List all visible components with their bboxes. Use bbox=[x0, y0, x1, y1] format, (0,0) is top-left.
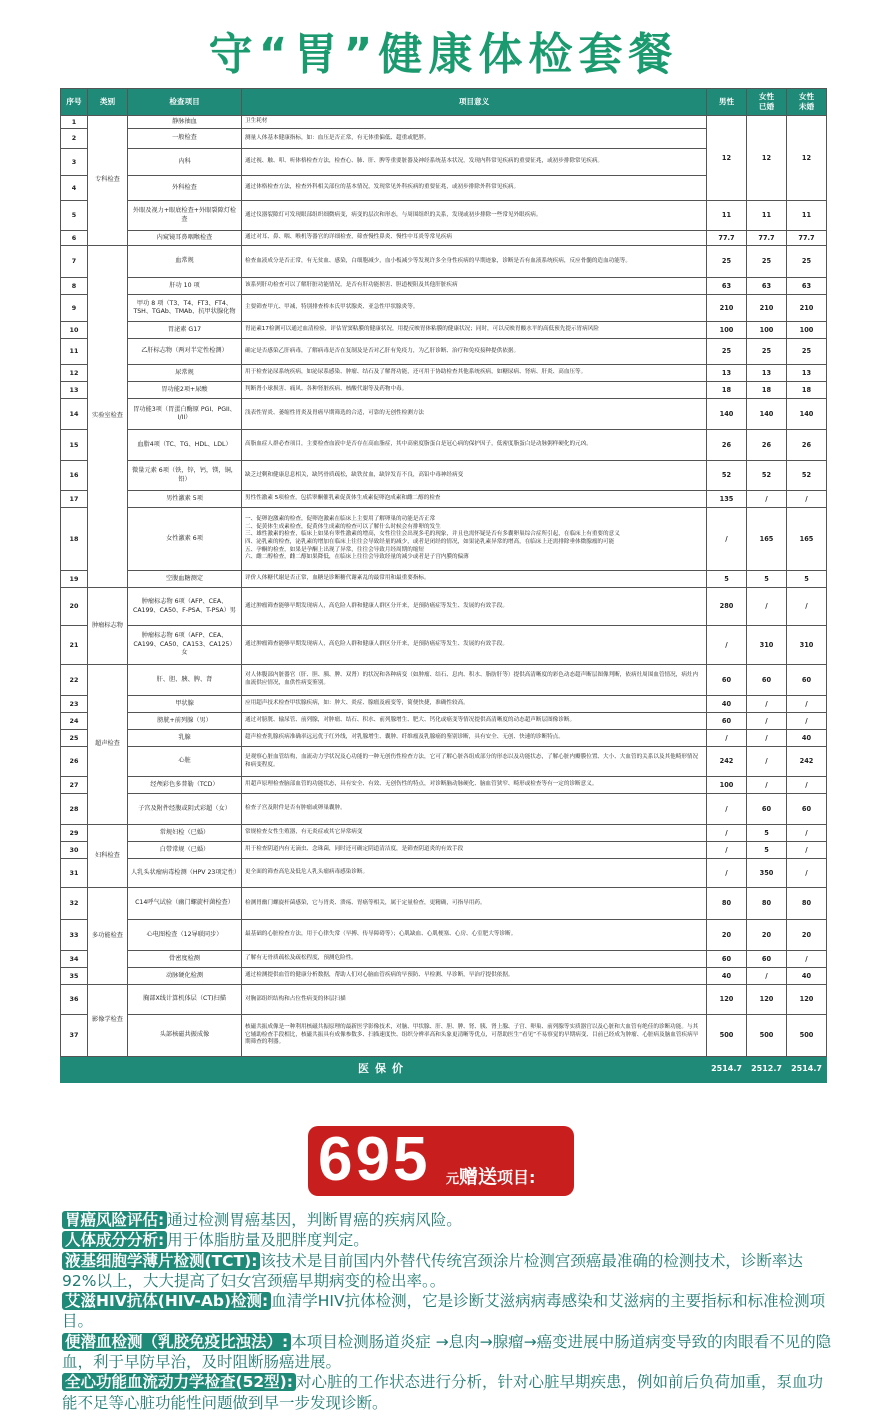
table-row bbox=[61, 825, 827, 842]
item-name: 肿瘤标志物 6项（AFP、CEA、CA199、CA50、F-PSA、T-PSA）男 bbox=[128, 588, 242, 626]
price-male: 500 bbox=[707, 1015, 747, 1057]
table-row bbox=[61, 951, 827, 968]
price-female-married: 60 bbox=[747, 794, 787, 825]
table-row bbox=[61, 920, 827, 951]
price-female-married: 52 bbox=[747, 461, 787, 491]
price-male: 210 bbox=[707, 295, 747, 322]
gift-text: 该技术是目前国内外替代传统宫颈涂片检测宫颈癌最准确的检测技术，诊断率达92%以上，大大提高了妇女宫颈癌早期病变的检出率。。 bbox=[62, 1251, 803, 1290]
price-female-unmarried: 12 bbox=[787, 116, 827, 201]
item-meaning: 一、促卵泡激素的检查，促卵泡激素在临床上主要用了解卵巢的功能是否正常 二、促黄体生成素检查，促黄体生成素的检查可以了解什么时候会有排卵的发生 三、雄性激素的检查，临床上如果有睾性激素的增高，女性往往会出现多毛的现象，并且也需怀疑是否有多囊卵巢综合症所引起，在临床上有重要的意义 四、泌乳素的检查，泌乳素的增加在临床上往往会导致经量的减少，或者是闭经的情况，如果泌乳素异常的增高，在临床上还需排除垂体微腺瘤的可能 五、孕酮的检查，如果是孕酮上出现了异常，往往会导致月经周期的缩短 六、雌二醇检查，雌二醇如果降低，在临床上往往会导致经量的减少或者是子宫内膜的偏薄 bbox=[242, 508, 707, 571]
price-male: / bbox=[707, 825, 747, 842]
price-female-married: / bbox=[747, 777, 787, 794]
price-male: 25 bbox=[707, 339, 747, 365]
footer-label: 医保价 bbox=[61, 1057, 707, 1083]
row-no: 27 bbox=[61, 777, 88, 794]
price-female-unmarried: / bbox=[787, 842, 827, 859]
price-male: 52 bbox=[707, 461, 747, 491]
price-female-married: 18 bbox=[747, 382, 787, 399]
item-meaning: 通过肿瘤筛查能够早期发现病人，高危险人群和健康人群区分开来，是预防癌症等发生、发展的有效手段。 bbox=[242, 588, 707, 626]
item-name: 经颅彩色多普勒（TCD） bbox=[128, 777, 242, 794]
price-male: 40 bbox=[707, 696, 747, 713]
price-male: 26 bbox=[707, 430, 747, 461]
item-name: 胃功能2项+尿酸 bbox=[128, 382, 242, 399]
price-female-married: 5 bbox=[747, 825, 787, 842]
item-name: 外眼及视力+眼底检查+外眼裂隙灯检查 bbox=[128, 201, 242, 231]
item-meaning: 缺乏过剩和健康息息相关，缺钙骨质疏松，缺铁贫血，缺锌发育不良，高铅中毒神经病变 bbox=[242, 461, 707, 491]
price-female-married: 26 bbox=[747, 430, 787, 461]
price-female-married: 60 bbox=[747, 951, 787, 968]
price-male: 60 bbox=[707, 713, 747, 730]
row-no: 24 bbox=[61, 713, 88, 730]
item-name: 膀胱+前列腺（男） bbox=[128, 713, 242, 730]
item-meaning: 该系列肝功检查可以了解肝脏功能情况，是否有肝功能损害、胆道梗阻及其他肝脏疾病 bbox=[242, 278, 707, 295]
row-no: 11 bbox=[61, 339, 88, 365]
item-meaning: 检查子宫及附件是否有肿瘤或卵巢囊肿。 bbox=[242, 794, 707, 825]
item-meaning: 浅表性胃炎、萎缩性胃炎及胃癌早期筛选的合适，可靠的无创性检测方法 bbox=[242, 399, 707, 430]
price-female-unmarried: / bbox=[787, 859, 827, 888]
table-row bbox=[61, 399, 827, 430]
promo-gift-text bbox=[446, 1162, 535, 1189]
item-name: 尿常规 bbox=[128, 365, 242, 382]
row-no: 7 bbox=[61, 246, 88, 278]
table-row bbox=[61, 696, 827, 713]
item-meaning: 检查血液成分是否正常，有无贫血、感染，白细胞减少，血小板减少等发现许多全身性疾病的早期迹象，诊断是否有血液系统疾病，反应骨髓的造血功能等。 bbox=[242, 246, 707, 278]
table-row bbox=[61, 626, 827, 665]
col-no: 序号 bbox=[61, 89, 88, 116]
category-cell: 影像学检查 bbox=[88, 985, 128, 1057]
price-male: 135 bbox=[707, 491, 747, 508]
row-no: 18 bbox=[61, 508, 88, 571]
price-male: 100 bbox=[707, 322, 747, 339]
price-female-unmarried: 310 bbox=[787, 626, 827, 665]
price-female-married: / bbox=[747, 491, 787, 508]
table-row bbox=[61, 777, 827, 794]
item-meaning: 通过肿瘤筛查能够早期发现病人，高危险人群和健康人群区分开来，是预防癌症等发生、发展的有效手段。 bbox=[242, 626, 707, 665]
price-male: 40 bbox=[707, 968, 747, 985]
table-row bbox=[61, 491, 827, 508]
price-female-married: 500 bbox=[747, 1015, 787, 1057]
price-male: 80 bbox=[707, 888, 747, 920]
row-no: 33 bbox=[61, 920, 88, 951]
price-female-unmarried: 140 bbox=[787, 399, 827, 430]
row-no: 26 bbox=[61, 747, 88, 777]
price-male: 63 bbox=[707, 278, 747, 295]
price-female-unmarried: 165 bbox=[787, 508, 827, 571]
price-female-unmarried: 500 bbox=[787, 1015, 827, 1057]
item-name: 男性激素 5项 bbox=[128, 491, 242, 508]
price-male: 60 bbox=[707, 665, 747, 696]
price-female-unmarried: 25 bbox=[787, 246, 827, 278]
table-row bbox=[61, 888, 827, 920]
row-no: 4 bbox=[61, 176, 88, 201]
price-female-married: 210 bbox=[747, 295, 787, 322]
item-name: 内科 bbox=[128, 149, 242, 176]
item-name: 白带常规（已婚） bbox=[128, 842, 242, 859]
price-female-unmarried: / bbox=[787, 713, 827, 730]
price-male: / bbox=[707, 626, 747, 665]
price-male: 120 bbox=[707, 985, 747, 1015]
row-no: 9 bbox=[61, 295, 88, 322]
item-name: 肿瘤标志物 6项（AFP、CEA、CA199、CA50、CA153、CA125）女 bbox=[128, 626, 242, 665]
price-female-unmarried: 11 bbox=[787, 201, 827, 231]
price-female-married: 5 bbox=[747, 842, 787, 859]
item-meaning: 更全面的筛查高危及低危人乳头瘤病毒感染诊断。 bbox=[242, 859, 707, 888]
table-row bbox=[61, 1015, 827, 1057]
gift-text: 本项目检测肠道炎症 →息肉→腺瘤→癌变进展中肠道病变导致的肉眼看不见的隐血，利于早防早治，及时阻断肠癌进展。 bbox=[62, 1332, 832, 1372]
price-female-unmarried: 25 bbox=[787, 339, 827, 365]
table-row bbox=[61, 430, 827, 461]
row-no: 1 bbox=[61, 116, 88, 129]
category-cell: 妇科检查 bbox=[88, 825, 128, 888]
gift-list bbox=[62, 1210, 832, 1413]
item-name: 心脏 bbox=[128, 747, 242, 777]
table-row bbox=[61, 461, 827, 491]
table-row bbox=[61, 322, 827, 339]
item-name: 子宫及附件经腹或阴式彩超（女） bbox=[128, 794, 242, 825]
price-female-unmarried: / bbox=[787, 777, 827, 794]
gift-text: 对心脏的工作状态进行分析，针对心脏早期疾患，例如前后负荷加重，泵血功能不足等心脏功能性问题做到早一步发现诊断。 bbox=[62, 1373, 823, 1412]
item-name: 乙肝标志物（两对半定性检测） bbox=[128, 339, 242, 365]
item-meaning: 最基础的心脏检查方法，用于心律失常（早搏、传导障碍等）；心肌缺血、心肌梗塞、心房、心室肥大等诊断。 bbox=[242, 920, 707, 951]
item-meaning: 男性性激素 5项检查，包括睾酮催乳素促黄体生成素促卵泡成素和雌二醇的检查 bbox=[242, 491, 707, 508]
row-no: 17 bbox=[61, 491, 88, 508]
item-name: 骨密度检测 bbox=[128, 951, 242, 968]
table-row bbox=[61, 246, 827, 278]
table-row bbox=[61, 665, 827, 696]
row-no: 10 bbox=[61, 322, 88, 339]
price-banner bbox=[308, 1126, 574, 1196]
list-item bbox=[62, 1372, 832, 1413]
row-no: 32 bbox=[61, 888, 88, 920]
table-row bbox=[61, 116, 827, 129]
col-female-unmarried: 女性 未婚 bbox=[787, 89, 827, 116]
category-cell: 实验室检查 bbox=[88, 246, 128, 588]
price-female-unmarried: / bbox=[787, 491, 827, 508]
price-female-married: 12 bbox=[747, 116, 787, 201]
item-meaning: 测量人体基本健康指标，如：血压是否正常，有无体重偏低、超重或肥胖。 bbox=[242, 129, 707, 149]
item-meaning: 通过检测提供血管的健康分析数据，帮助人们对心脑血管疾病的早预防、早检测、早诊断，早治疗提供依据。 bbox=[242, 968, 707, 985]
price-male: 11 bbox=[707, 201, 747, 231]
item-name: 常规妇检（已婚） bbox=[128, 825, 242, 842]
price-female-unmarried: 40 bbox=[787, 730, 827, 747]
price-female-unmarried: 60 bbox=[787, 794, 827, 825]
item-name: 胃功能3项（胃蛋白酶原 PGI、PGII、I/II） bbox=[128, 399, 242, 430]
item-name: 头部核磁共振成像 bbox=[128, 1015, 242, 1057]
price-male: 60 bbox=[707, 951, 747, 968]
price-male: 12 bbox=[707, 116, 747, 201]
table-footer bbox=[61, 1057, 827, 1083]
price-female-married: / bbox=[747, 696, 787, 713]
price-male: 280 bbox=[707, 588, 747, 626]
row-no: 3 bbox=[61, 149, 88, 176]
item-meaning: 胃泌素17检测可以通过血清检验，评估胃窦粘膜的健康状况，用提反映胃体粘膜的健康状况；同时，可以反映胃酸水平的高低预先提示胃病风险 bbox=[242, 322, 707, 339]
gift-label: 胃癌风险评估: bbox=[62, 1211, 167, 1229]
item-meaning: 是观察心脏血管结构，血流动力学状况及心功能的一种无创伤性检查方法，它可了解心脏各组成部分的形态以及功能状态，了解心脏内瓣膜位置、大小、大血管的关系以及其他畸形情况和病变程度。 bbox=[242, 747, 707, 777]
table-row bbox=[61, 508, 827, 571]
table-row bbox=[61, 201, 827, 231]
price-female-unmarried: 63 bbox=[787, 278, 827, 295]
price-male: 242 bbox=[707, 747, 747, 777]
item-meaning: 核磁共振成像是一种利用核磁共振原理的最新医学影像技术，对脑、甲状腺、肝、胆、脾、肾、胰、肾上腺、子宫、卵巢、前列腺等实质器官以及心脏和大血管有绝佳的诊断功能。与其它辅助检查手段相比，核磁共振具有成像参数多、扫描速度快、组织分辨率高和头象更清晰等优点，可帮助医生“看见”不易察觉的早期病变、目前已经成为肿瘤、心脏病及脑血管疾病早期筛查的利器。 bbox=[242, 1015, 707, 1057]
col-female-married: 女性 已婚 bbox=[747, 89, 787, 116]
item-name: 血脂4项（TC、TG、HDL、LDL） bbox=[128, 430, 242, 461]
item-name: 血常规 bbox=[128, 246, 242, 278]
price-female-married: / bbox=[747, 747, 787, 777]
list-item bbox=[62, 1230, 832, 1250]
item-meaning: 通过体格检查方法，检查外科相关部位的基本情况，发现常见外科疾病的重要征兆，或初步排除外科常见疾病。 bbox=[242, 176, 707, 201]
item-meaning: 通过对耳、鼻、咽、喉机等器官的详细检查，筛查慢性鼻炎、慢性中耳炎等常见疾病 bbox=[242, 231, 707, 246]
row-no: 8 bbox=[61, 278, 88, 295]
price-female-married: 310 bbox=[747, 626, 787, 665]
item-name: 动脉硬化检测 bbox=[128, 968, 242, 985]
item-name: 一般检查 bbox=[128, 129, 242, 149]
price-female-married: 100 bbox=[747, 322, 787, 339]
item-meaning: 通过仪器裂隙灯可发现眼部组织细微病变，病变的层次和形态，与周围组织的关系，发现或初步排除一些常见外眼疾病。 bbox=[242, 201, 707, 231]
price-female-married: 80 bbox=[747, 888, 787, 920]
col-male: 男性 bbox=[707, 89, 747, 116]
gift-label: 便潜血检测（乳胶免疫比浊法）: bbox=[62, 1333, 291, 1351]
row-no: 14 bbox=[61, 399, 88, 430]
price-female-married: 60 bbox=[747, 665, 787, 696]
row-no: 6 bbox=[61, 231, 88, 246]
price-male: 13 bbox=[707, 365, 747, 382]
gift-text: 通过检测胃癌基因，判断胃癌的疾病风险。 bbox=[167, 1211, 462, 1229]
price-male: 25 bbox=[707, 246, 747, 278]
row-no: 25 bbox=[61, 730, 88, 747]
price-female-married: / bbox=[747, 730, 787, 747]
price-female-unmarried: 5 bbox=[787, 571, 827, 588]
row-no: 34 bbox=[61, 951, 88, 968]
table-row bbox=[61, 571, 827, 588]
price-female-unmarried: / bbox=[787, 951, 827, 968]
table-row bbox=[61, 295, 827, 322]
promo-gift: 赠送 bbox=[459, 1166, 498, 1188]
price-female-married: / bbox=[747, 713, 787, 730]
row-no: 21 bbox=[61, 626, 88, 665]
gift-label: 人体成分分析: bbox=[62, 1231, 167, 1249]
row-no: 20 bbox=[61, 588, 88, 626]
price-female-married: 25 bbox=[747, 339, 787, 365]
table-row bbox=[61, 985, 827, 1015]
price-female-married: / bbox=[747, 588, 787, 626]
price-female-married: 13 bbox=[747, 365, 787, 382]
item-name: 内窥镜耳鼻咽喉检查 bbox=[128, 231, 242, 246]
row-no: 15 bbox=[61, 430, 88, 461]
price-female-unmarried: 52 bbox=[787, 461, 827, 491]
table-row bbox=[61, 842, 827, 859]
price-female-unmarried: 120 bbox=[787, 985, 827, 1015]
category-cell: 多功能检查 bbox=[88, 888, 128, 985]
price-male: 100 bbox=[707, 777, 747, 794]
row-no: 29 bbox=[61, 825, 88, 842]
item-meaning: 用于检查阴道内有无滴虫、念珠菌，同时还可确定阴道清洁度，是筛查阴道炎的有效手段 bbox=[242, 842, 707, 859]
price-female-unmarried: 26 bbox=[787, 430, 827, 461]
item-name: 微量元素 6项（铁，锌，钙，镁，铜，铅） bbox=[128, 461, 242, 491]
item-meaning: 通过视、触、叩、听体格检查方法，检查心、肺、肝、脾等重要脏器及神经系统基本状况，发现内科常见疾病的重要征兆，或初步排除常见疾病。 bbox=[242, 149, 707, 176]
price-female-unmarried: 60 bbox=[787, 665, 827, 696]
price-female-married: 11 bbox=[747, 201, 787, 231]
row-no: 19 bbox=[61, 571, 88, 588]
category-cell: 超声检查 bbox=[88, 665, 128, 825]
table-row bbox=[61, 365, 827, 382]
table-row bbox=[61, 231, 827, 246]
item-name: C14呼气试验（幽门螺旋杆菌检查） bbox=[128, 888, 242, 920]
item-meaning: 对人体腹部内脏器官（肝、胆、胰、脾、双肾）的状况和各种病变（如肿瘤、结石、息肉、积水、脂肪肝等）提供高清晰度的彩色动态超声断层图像判断，依病灶周围血管情况，病灶内血流供应情况，血供性病变鉴别。 bbox=[242, 665, 707, 696]
list-item bbox=[62, 1210, 832, 1230]
table-row bbox=[61, 859, 827, 888]
promo-price: 695 bbox=[318, 1125, 431, 1194]
price-female-married: 63 bbox=[747, 278, 787, 295]
list-item bbox=[62, 1291, 832, 1332]
item-name: 甲状腺 bbox=[128, 696, 242, 713]
price-female-unmarried: / bbox=[787, 588, 827, 626]
item-meaning: 了解有无骨质疏松及疏松程度，预测危险性。 bbox=[242, 951, 707, 968]
table-row bbox=[61, 968, 827, 985]
row-no: 23 bbox=[61, 696, 88, 713]
price-male: / bbox=[707, 859, 747, 888]
col-meaning: 项目意义 bbox=[242, 89, 707, 116]
gift-label: 液基细胞学薄片检测(TCT): bbox=[62, 1252, 260, 1270]
item-name: 甲功 8 项（T3、T4、FT3、FT4、TSH、TGAb、TMAb、抗甲状腺化物 bbox=[128, 295, 242, 322]
item-meaning: 用超声原理检查脑部血管的功能状态，具有安全、有效、无创伤性的特点，对诊断脑动脉硬化、脑血管狭窄、畸形或检查等有一定的诊断意义。 bbox=[242, 777, 707, 794]
row-no: 30 bbox=[61, 842, 88, 859]
price-female-married: 77.7 bbox=[747, 231, 787, 246]
price-female-married: 25 bbox=[747, 246, 787, 278]
item-name: 心电图检查（12导联同步） bbox=[128, 920, 242, 951]
row-no: 28 bbox=[61, 794, 88, 825]
list-item bbox=[62, 1251, 832, 1292]
page-title: 守“胃”健康体检套餐 bbox=[208, 29, 679, 80]
gift-text: 血清学HIV抗体检测，它是诊断艾滋病病毒感染和艾滋病的主要指标和标准检测项目。 bbox=[62, 1292, 826, 1331]
price-male: / bbox=[707, 730, 747, 747]
item-name: 肝、胆、胰、脾、肾 bbox=[128, 665, 242, 696]
item-name: 肝功 10 项 bbox=[128, 278, 242, 295]
item-name: 人乳头状瘤病毒检测（HPV 23项定性） bbox=[128, 859, 242, 888]
row-no: 37 bbox=[61, 1015, 88, 1057]
item-name: 外科检查 bbox=[128, 176, 242, 201]
row-no: 31 bbox=[61, 859, 88, 888]
item-meaning: 用于检查泌尿系统疾病，如泌尿系感染、肿瘤、结石及了解肾功能，还可用于协助检查其他系统疾病，如糖尿病、肾病、肝炎、高血压等。 bbox=[242, 365, 707, 382]
item-meaning: 检测胃幽门螺旋杆菌感染，它与胃炎、溃疡、胃癌等相关，属于定量检查，更精确，可指导用药。 bbox=[242, 888, 707, 920]
table-row bbox=[61, 794, 827, 825]
promo-items: 项目: bbox=[497, 1168, 536, 1187]
item-meaning: 评价人体糖代谢是否正常，血糖是诊断糖代谢紊乱的最常用和最重要指标。 bbox=[242, 571, 707, 588]
price-male: 18 bbox=[707, 382, 747, 399]
price-male: / bbox=[707, 508, 747, 571]
list-item bbox=[62, 1332, 832, 1373]
row-no: 5 bbox=[61, 201, 88, 231]
table-header bbox=[61, 89, 827, 116]
price-female-unmarried: 18 bbox=[787, 382, 827, 399]
price-female-unmarried: 100 bbox=[787, 322, 827, 339]
row-no: 2 bbox=[61, 129, 88, 149]
gift-label: 全心功能血流动力学检查(52型): bbox=[62, 1373, 296, 1391]
col-category: 类别 bbox=[88, 89, 128, 116]
table-row bbox=[61, 339, 827, 365]
price-male: 5 bbox=[707, 571, 747, 588]
item-meaning: 超声检查乳腺疾病准确率远远优于红外线，对乳腺增生、囊肿、纤维瘤及乳腺癌的鉴别诊断，具有安全、无创、快速的诊断特点。 bbox=[242, 730, 707, 747]
row-no: 16 bbox=[61, 461, 88, 491]
item-meaning: 高脂血症人群必查项目，主要检查血液中是否存在高血脂症，其中高密度脂蛋白是冠心病的保护因子，低密度脂蛋白是动脉粥样硬化的元凶。 bbox=[242, 430, 707, 461]
price-female-unmarried: / bbox=[787, 696, 827, 713]
row-no: 35 bbox=[61, 968, 88, 985]
item-meaning: 确定是否感染乙肝病毒，了解病毒是否在复制及是否对乙肝有免疫力，为乙肝诊断、治疗和免疫接种提供依据。 bbox=[242, 339, 707, 365]
table-row bbox=[61, 747, 827, 777]
price-female-unmarried: 80 bbox=[787, 888, 827, 920]
gift-text: 用于体脂肪量及肥胖度判定。 bbox=[167, 1231, 369, 1250]
category-cell: 专科检查 bbox=[88, 116, 128, 246]
col-item: 检查项目 bbox=[128, 89, 242, 116]
price-female-married: 165 bbox=[747, 508, 787, 571]
price-female-unmarried: / bbox=[787, 825, 827, 842]
exam-table bbox=[60, 88, 826, 1083]
price-female-married: 5 bbox=[747, 571, 787, 588]
total-male: 2514.7 bbox=[707, 1057, 747, 1083]
row-no: 36 bbox=[61, 985, 88, 1015]
table-row bbox=[61, 713, 827, 730]
price-female-married: 20 bbox=[747, 920, 787, 951]
price-female-married: 140 bbox=[747, 399, 787, 430]
price-female-married: / bbox=[747, 968, 787, 985]
table-row bbox=[61, 278, 827, 295]
price-male: 140 bbox=[707, 399, 747, 430]
price-female-married: 120 bbox=[747, 985, 787, 1015]
price-male: / bbox=[707, 842, 747, 859]
table-row bbox=[61, 730, 827, 747]
item-name: 空腹血糖测定 bbox=[128, 571, 242, 588]
total-female-unmarried: 2514.7 bbox=[787, 1057, 827, 1083]
item-meaning: 卫生耗材 bbox=[242, 116, 707, 129]
item-name: 胃泌素 G17 bbox=[128, 322, 242, 339]
item-name: 乳腺 bbox=[128, 730, 242, 747]
row-no: 22 bbox=[61, 665, 88, 696]
item-meaning: 常规检查女性生殖器，有无炎症或其它异常病变 bbox=[242, 825, 707, 842]
price-male: / bbox=[707, 794, 747, 825]
price-male: 77.7 bbox=[707, 231, 747, 246]
item-meaning: 通过对膀胱、输尿管、前列腺，对肿瘤、结石、积水、前列腺增生、肥大、钙化或癌变等情况提供高清晰度的动态超声断层图像诊断。 bbox=[242, 713, 707, 730]
total-female-married: 2512.7 bbox=[747, 1057, 787, 1083]
item-name: 静脉抽血 bbox=[128, 116, 242, 129]
price-female-unmarried: 13 bbox=[787, 365, 827, 382]
category-cell: 肿瘤标志物 bbox=[88, 588, 128, 665]
item-meaning: 判断肾小球损害、痛风、各种肾脏疾病、核酸代谢等及药物中毒。 bbox=[242, 382, 707, 399]
table-row bbox=[61, 588, 827, 626]
gift-label: 艾滋HIV抗体(HIV-Ab)检测: bbox=[62, 1292, 271, 1310]
promo-unit: 元 bbox=[446, 1172, 460, 1187]
price-male: 20 bbox=[707, 920, 747, 951]
item-meaning: 主要筛查甲亢、甲减，特别排查桥本氏甲状腺炎、亚急性甲状腺炎等。 bbox=[242, 295, 707, 322]
item-meaning: 应用超声技术检查甲状腺疾病，如：肿大、炎症、腺瘤及癌变等，简便快捷，准确性较高。 bbox=[242, 696, 707, 713]
row-no: 12 bbox=[61, 365, 88, 382]
item-meaning: 对胸部组织结构和占位性病变的体层扫描 bbox=[242, 985, 707, 1015]
price-female-unmarried: 242 bbox=[787, 747, 827, 777]
price-female-unmarried: 210 bbox=[787, 295, 827, 322]
row-no: 13 bbox=[61, 382, 88, 399]
price-female-unmarried: 77.7 bbox=[787, 231, 827, 246]
item-name: 胸部X线计算机体层（CT)扫描 bbox=[128, 985, 242, 1015]
table-row bbox=[61, 382, 827, 399]
price-female-unmarried: 40 bbox=[787, 968, 827, 985]
item-name: 女性激素 6项 bbox=[128, 508, 242, 571]
price-female-unmarried: 20 bbox=[787, 920, 827, 951]
price-female-married: 350 bbox=[747, 859, 787, 888]
